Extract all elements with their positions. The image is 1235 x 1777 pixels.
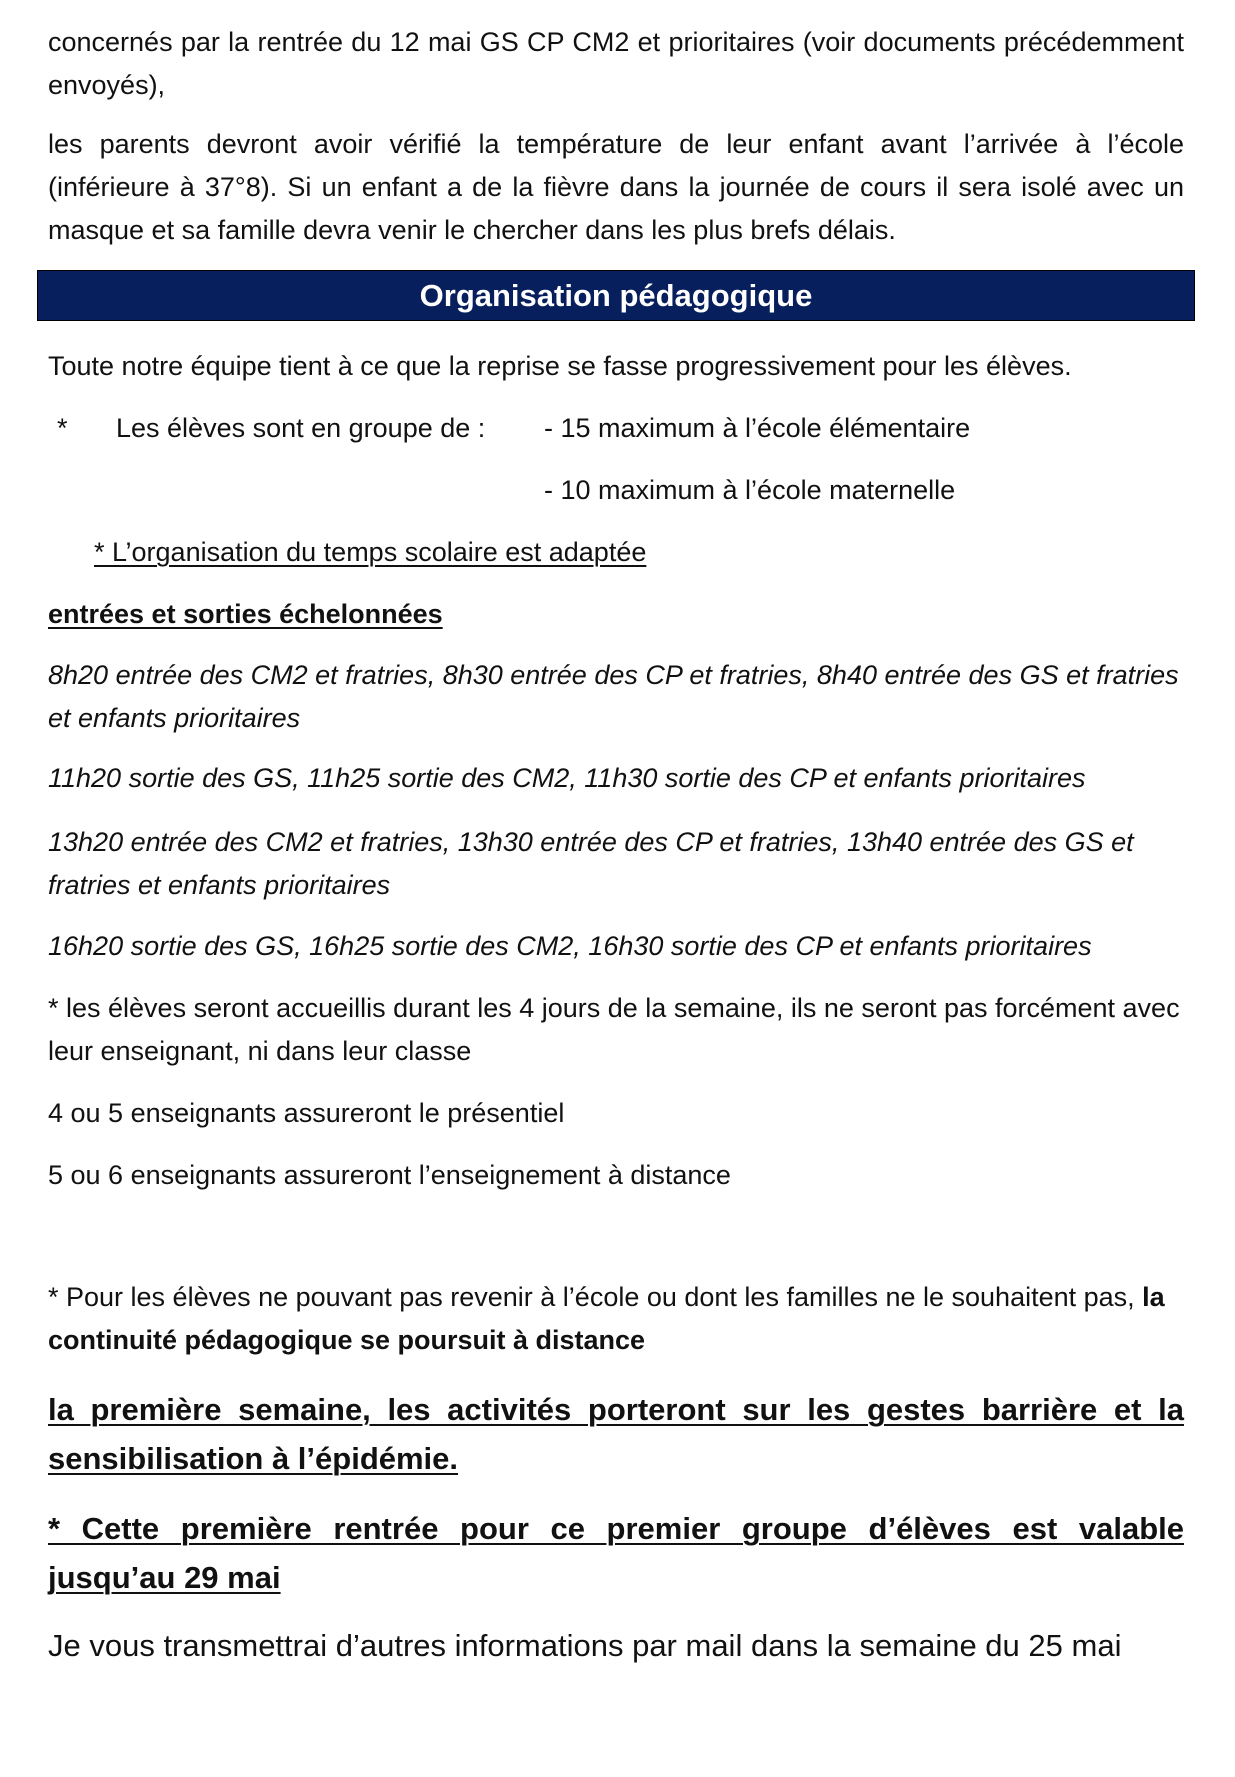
morning-exit-schedule: 11h20 sortie des GS, 11h25 sortie des CM2, 11h30 sortie des CP et enfants prioritaires [48, 763, 1086, 793]
elementary-group-size: - 15 maximum à l’école élémentaire [544, 413, 971, 443]
staggered-heading: entrées et sorties échelonnées [48, 599, 443, 629]
intro-continuation: concernés par la rentrée du 12 mai GS CP CM2 et prioritaires (voir documents précédemment envoyés), [48, 27, 1184, 100]
distance-note-emphasis: la continuité pédagogique se poursuit à distance [48, 1282, 1165, 1355]
presential-teachers: 4 ou 5 enseignants assureront le présentiel [48, 1098, 565, 1128]
nursery-group-size: - 10 maximum à l’école maternelle [544, 475, 956, 505]
organisation-heading: * L’organisation du temps scolaire est adaptée [94, 537, 647, 567]
team-intro: Toute notre équipe tient à ce que la reprise se fasse progressivement pour les élèves. [48, 351, 1072, 381]
distance-teachers: 5 ou 6 enseignants assureront l’enseignement à distance [48, 1160, 731, 1190]
group-label: Les élèves sont en groupe de : [116, 413, 486, 443]
afternoon-entry-schedule: 13h20 entrée des CM2 et fratries, 13h30 entrée des CP et fratries, 13h40 entrée des GS et fratries et enfants prioritaires [48, 827, 1134, 900]
temperature-paragraph: les parents devront avoir vérifié la température de leur enfant avant l’arrivée à l’école (inférieure à 37°8). Si un enfant a de la fièvre dans la journée de cours il sera isolé avec un masque et sa famille devra venir le chercher dans les plus brefs délais. [48, 129, 1184, 245]
four-days-note: * les élèves seront accueillis durant les 4 jours de la semaine, ils ne seront pas forcément avec leur enseignant, ni dans leur classe [48, 993, 1180, 1066]
closing-note: Je vous transmettrai d’autres informations par mail dans la semaine du 25 mai [48, 1628, 1122, 1663]
section-title: Organisation pédagogique [419, 277, 813, 313]
group-bullet: * [57, 413, 68, 443]
first-week-note: la première semaine, les activités porteront sur les gestes barrière et la sensibilisation à l’épidémie. [48, 1392, 1184, 1476]
afternoon-exit-schedule: 16h20 sortie des GS, 16h25 sortie des CM2, 16h30 sortie des CP et enfants prioritaires [48, 931, 1092, 961]
validity-note: * Cette première rentrée pour ce premier groupe d’élèves est valable jusqu’au 29 mai [48, 1511, 1184, 1595]
morning-entry-schedule: 8h20 entrée des CM2 et fratries, 8h30 entrée des CP et fratries, 8h40 entrée des GS et fratries et enfants prioritaires [48, 660, 1179, 733]
section-banner [37, 270, 1195, 321]
distance-note-prefix: * Pour les élèves ne pouvant pas revenir à l’école ou dont les familles ne le souhaitent pas, [48, 1282, 1143, 1312]
distance-continuity-note [48, 1276, 1184, 1362]
